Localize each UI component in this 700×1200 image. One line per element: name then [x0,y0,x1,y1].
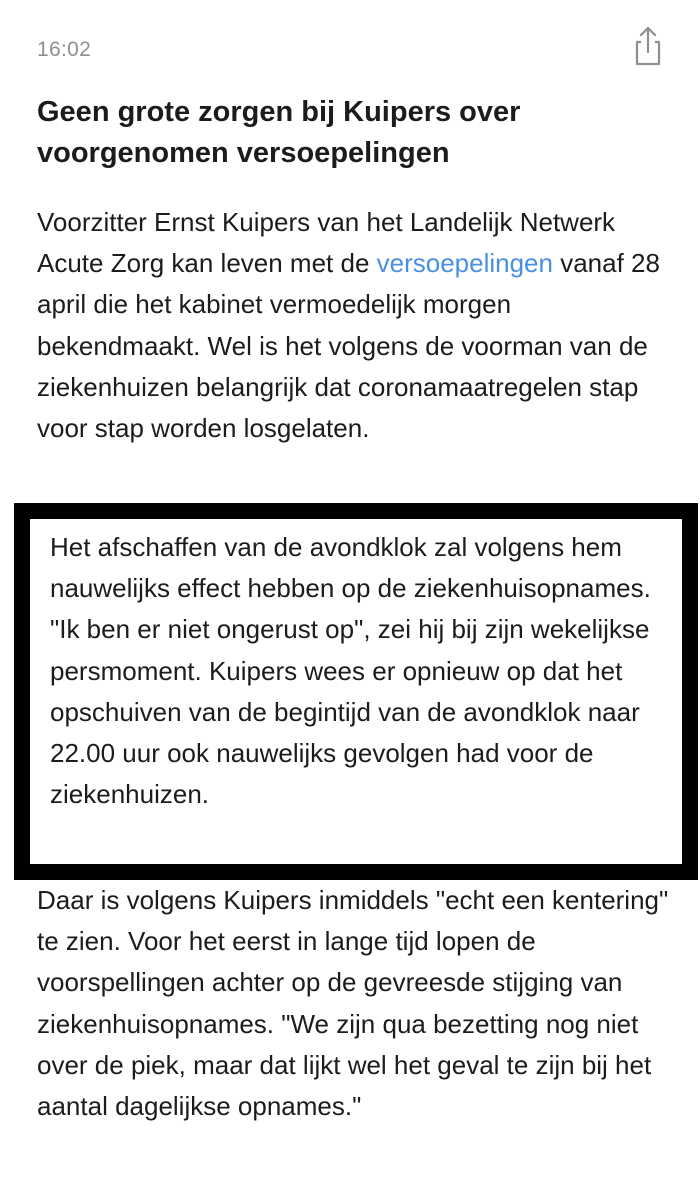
timestamp: 16:02 [37,38,92,61]
share-icon [628,24,668,68]
paragraph-1-text-before-link: Voorzitter Ernst Kuipers van het Landelijk Netwerk Acute Zorg kan leven met de [37,207,616,279]
article-headline: Geen grote zorgen bij Kuipers over voorgenomen versoepelingen [37,96,521,169]
article-paragraph-2: Het afschaffen van de avondklok zal volgens hem nauwelijks effect hebben op de ziekenhuisopnames. "Ik ben er niet ongerust op", zei hij bij zijn wekelijkse persmoment. Kuipers wees er opnieuw op dat het opschuiven van de begintijd van de avondklok naar 22.00 uur ook nauwelijks gevolgen had voor de ziekenhuizen. [50,532,651,810]
versoepelingen-link[interactable]: versoepelingen [376,248,553,279]
highlight-box [14,503,698,880]
article-paragraph-1 [37,202,677,449]
article-paragraph-3: Daar is volgens Kuipers inmiddels "echt een kentering" te zien. Voor het eerst in lange tijd lopen de voorspellingen achter op de gevreesde stijging van ziekenhuisopnames. "We zijn qua bezetting nog niet over de piek, maar dat lijkt wel het geval te zijn bij het aantal dagelijkse opnames." [37,885,669,1122]
paragraph-1-text-after-link: vanaf 28 april die het kabinet vermoedelijk morgen bekendmaakt. Wel is het volgens de voorman van de ziekenhuizen belangrijk dat coronamaatregelen stap voor stap worden losgelaten. [37,248,660,444]
share-button[interactable] [628,24,668,68]
